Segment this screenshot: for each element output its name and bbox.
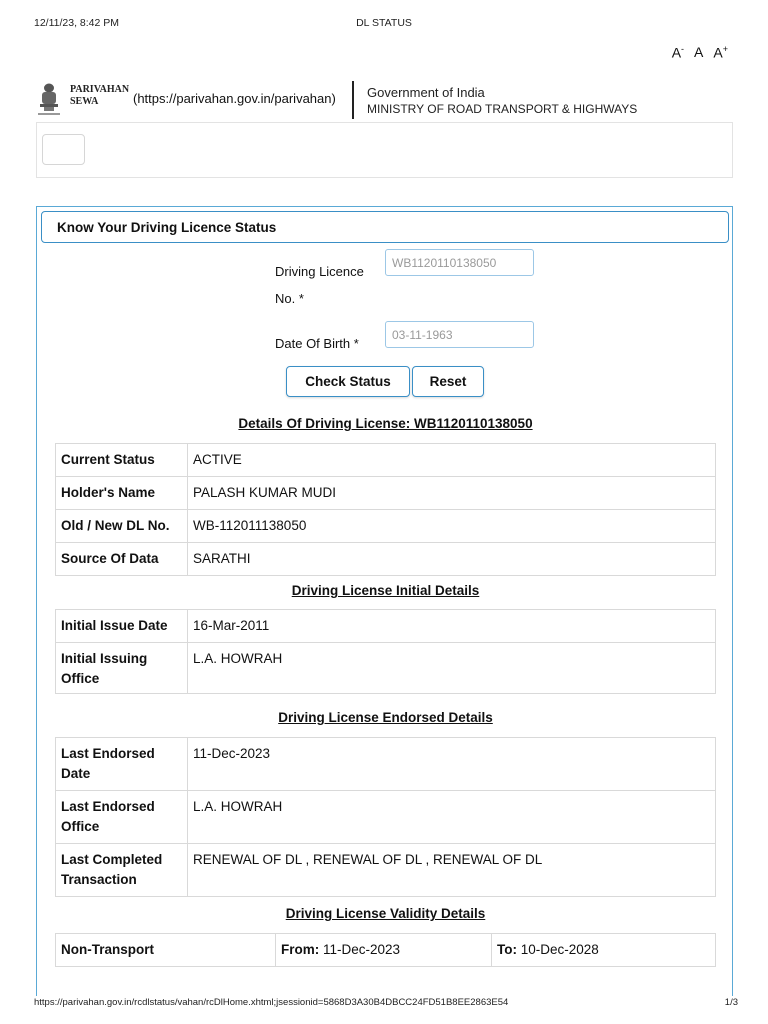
menu-toggle-button[interactable] xyxy=(42,134,85,165)
validity-details-heading: Driving License Validity Details xyxy=(285,906,486,921)
validity-details-table xyxy=(55,933,716,967)
national-emblem-icon xyxy=(36,82,62,118)
page-number: 1/3 xyxy=(724,997,738,1008)
endorsed-details-heading: Driving License Endorsed Details xyxy=(278,710,493,725)
font-size-controls xyxy=(672,44,728,61)
dl-number-input[interactable]: WB1120110138050 xyxy=(385,249,534,276)
brand-divider xyxy=(352,81,354,119)
table-row: Last Completed Transaction RENEWAL OF DL , RENEWAL OF DL , RENEWAL OF DL xyxy=(56,844,716,897)
table-row: Non-Transport From: 11-Dec-2023 To: 10-Dec-2028 xyxy=(56,934,716,967)
initial-details-table xyxy=(55,609,716,694)
table-row: Source Of Data SARATHI xyxy=(56,543,716,576)
table-row: Holder's Name PALASH KUMAR MUDI xyxy=(56,477,716,510)
dl-number-label: Driving Licence xyxy=(275,264,364,279)
site-branding xyxy=(36,80,736,120)
dl-number-label-line2: No. * xyxy=(275,291,304,306)
check-status-button[interactable]: Check Status xyxy=(286,366,410,397)
navigation-bar xyxy=(36,122,733,178)
dob-input[interactable]: 03-11-1963 xyxy=(385,321,534,348)
table-row: Current Status ACTIVE xyxy=(56,444,716,477)
parivahan-logo-text: PARIVAHAN SEWA xyxy=(70,84,130,107)
details-heading: Details Of Driving License: WB1120110138050 xyxy=(238,416,533,431)
details-table xyxy=(55,443,716,576)
endorsed-details-table xyxy=(55,737,716,897)
table-row: Initial Issuing Office L.A. HOWRAH xyxy=(56,643,716,694)
table-row: Initial Issue Date 16-Mar-2011 xyxy=(56,610,716,643)
panel-title: Know Your Driving Licence Status xyxy=(41,211,729,243)
dl-status-panel xyxy=(36,206,733,996)
print-url: https://parivahan.gov.in/rcdlstatus/vahan/rcDlHome.xhtml;jsessionid=5868D3A30B4DBCC24FD51B8EE2863E54 xyxy=(34,997,509,1008)
font-decrease-button[interactable]: A- xyxy=(671,44,685,61)
table-row: Last Endorsed Date 11-Dec-2023 xyxy=(56,738,716,791)
parivahan-link[interactable]: (https://parivahan.gov.in/parivahan) xyxy=(133,91,336,106)
initial-details-heading: Driving License Initial Details xyxy=(291,583,480,598)
font-increase-button[interactable]: A+ xyxy=(713,44,728,61)
government-title: Government of India MINISTRY OF ROAD TRANSPORT & HIGHWAYS xyxy=(367,85,638,116)
table-row: Old / New DL No. WB-112011138050 xyxy=(56,510,716,543)
print-title: DL STATUS xyxy=(356,17,412,29)
reset-button[interactable]: Reset xyxy=(412,366,484,397)
table-row: Last Endorsed Office L.A. HOWRAH xyxy=(56,791,716,844)
font-normal-button[interactable]: A xyxy=(694,44,704,60)
dob-label: Date Of Birth * xyxy=(275,336,359,351)
print-timestamp: 12/11/23, 8:42 PM xyxy=(34,17,120,29)
